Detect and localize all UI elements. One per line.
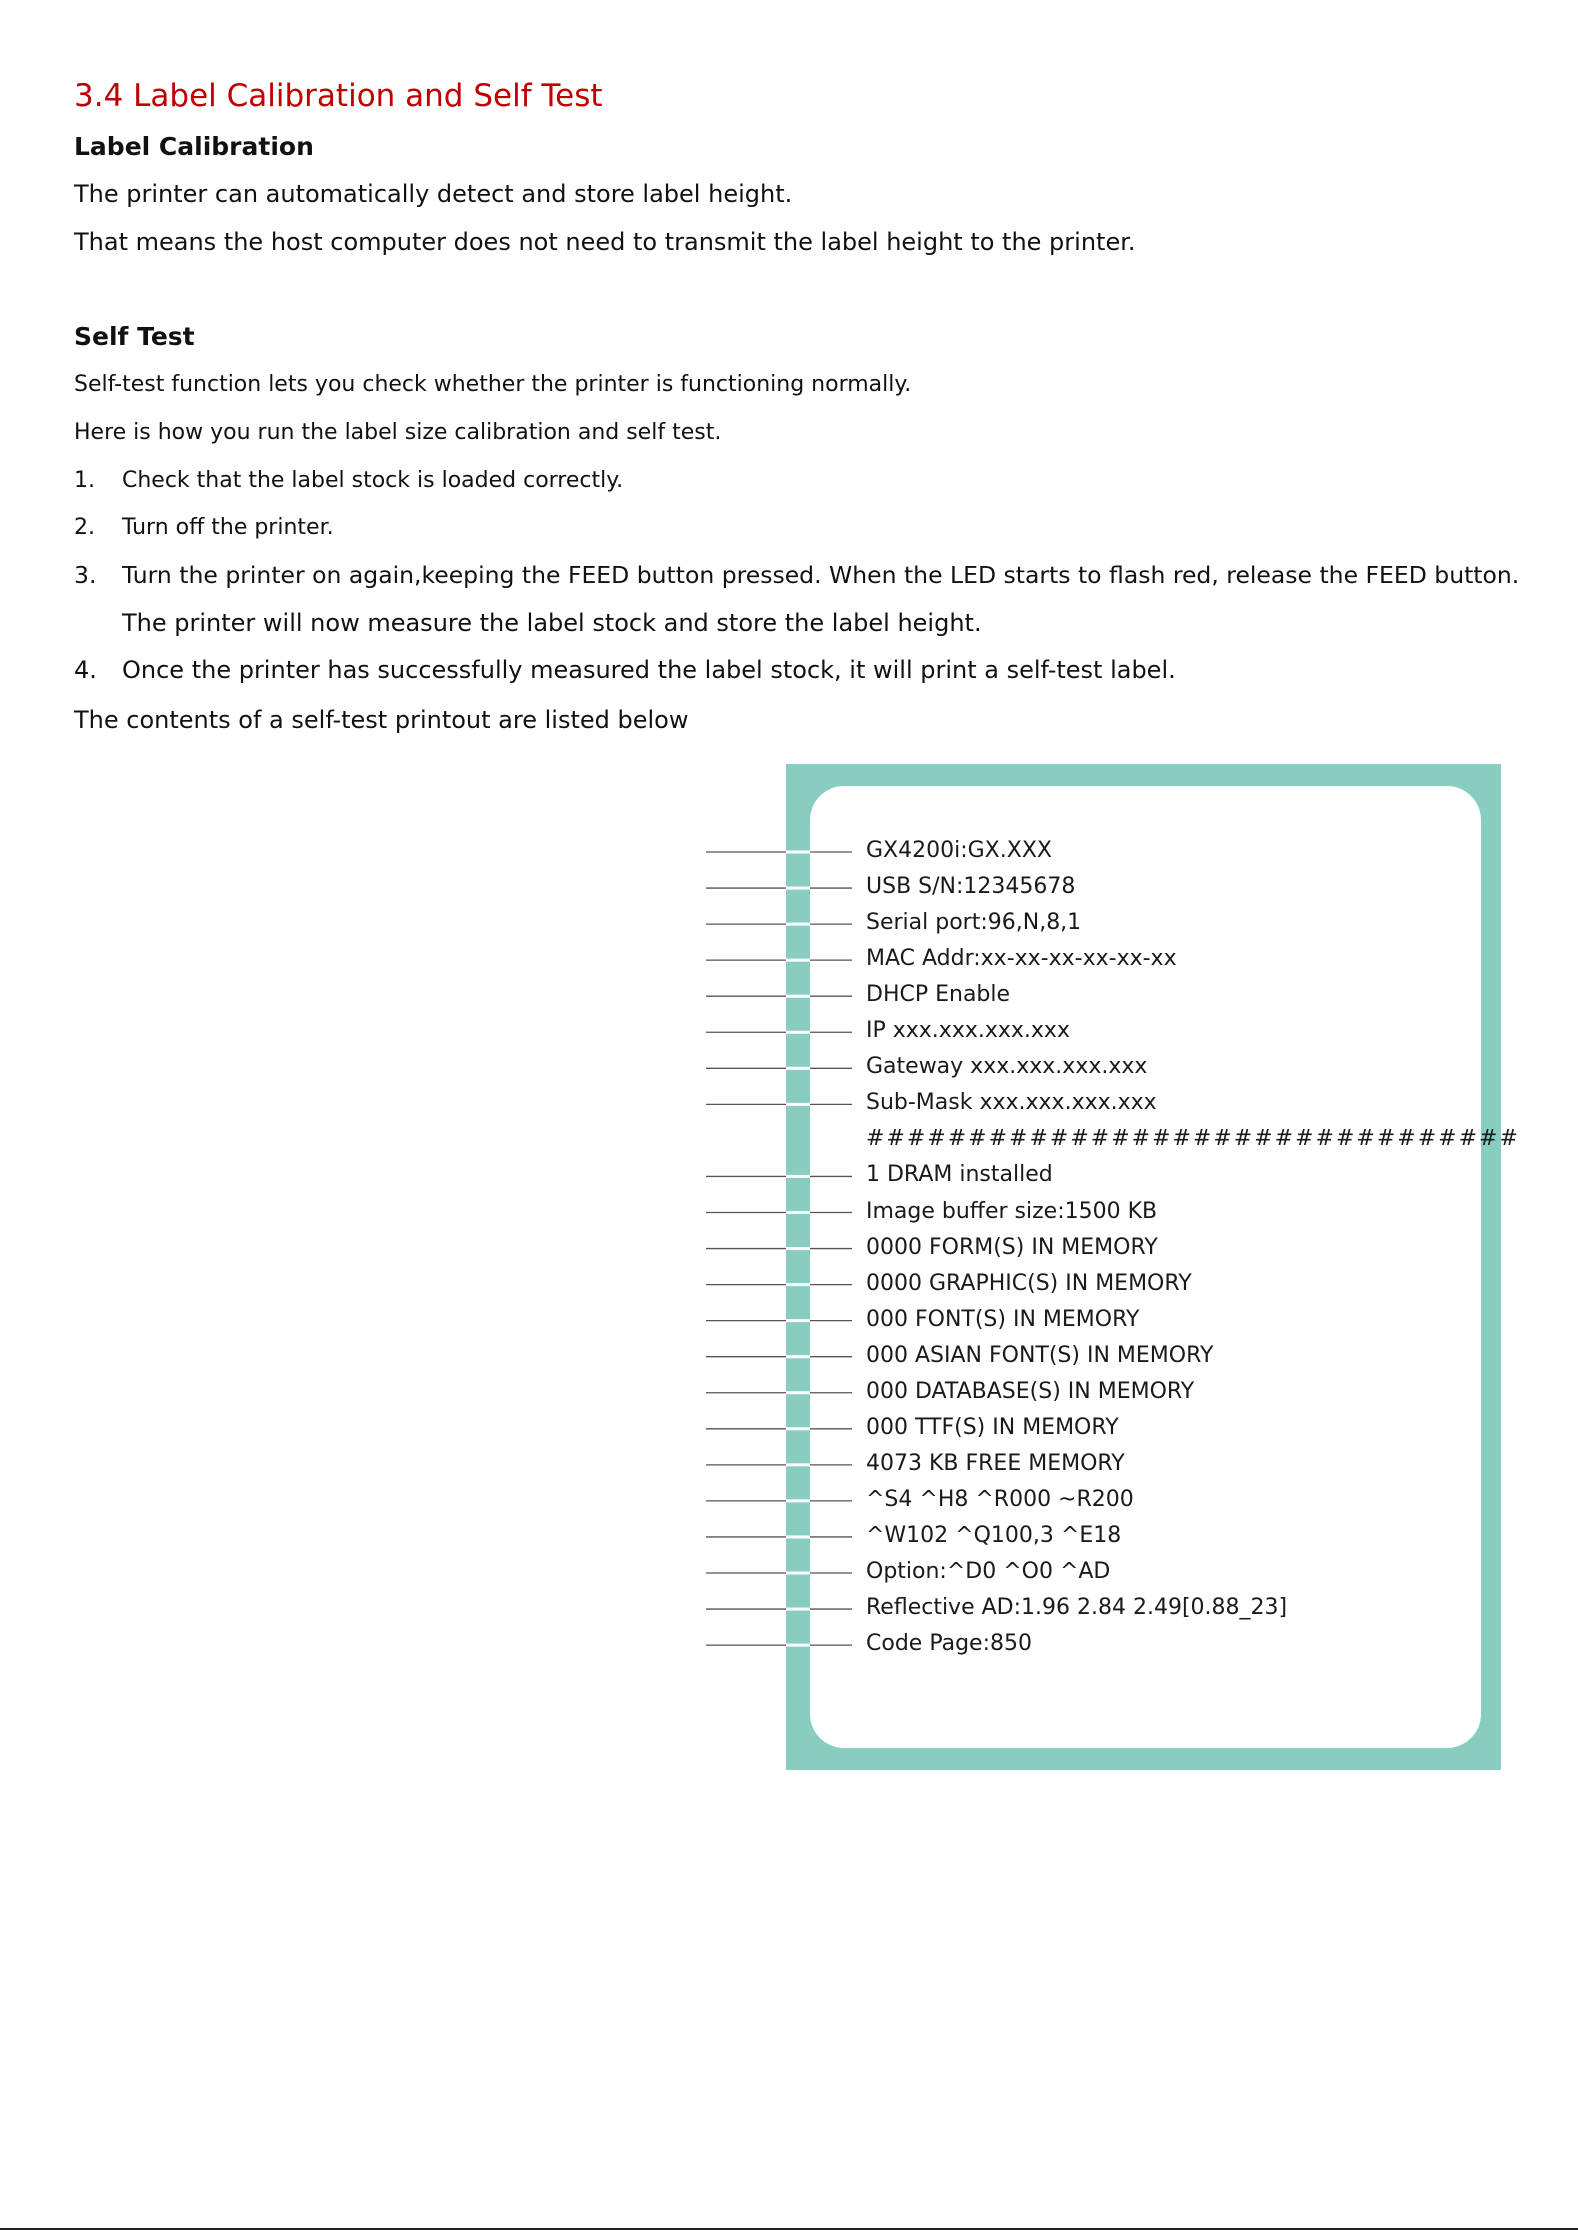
step-number: 4. (74, 656, 97, 684)
label-line: 0000 FORM(S) IN MEMORY (866, 1234, 1158, 1260)
label-line: USB S/N:12345678 (866, 874, 1076, 900)
label-line: 000 TTF(S) IN MEMORY (866, 1414, 1119, 1440)
step-3 (74, 561, 1519, 589)
label-line: Image buffer size:1500 KB (866, 1198, 1158, 1224)
step-1 (74, 468, 623, 493)
label-line: MAC Addr:xx-xx-xx-xx-xx-xx (866, 946, 1177, 972)
label-line: Gateway xxx.xxx.xxx.xxx (866, 1054, 1148, 1080)
label-line: ################################ (866, 1126, 1520, 1152)
step-text: Once the printer has successfully measured the label stock, it will print a self-test label. (122, 656, 1176, 684)
self-test-intro-1: Self-test function lets you check whether the printer is functioning normally. (74, 372, 912, 397)
label-line: Option:^D0 ^O0 ^AD (866, 1559, 1111, 1584)
step-text: Turn off the printer. (122, 515, 334, 540)
label-line: GX4200i:GX.XXX (866, 838, 1052, 863)
label-line: ^S4 ^H8 ^R000 ~R200 (866, 1486, 1134, 1512)
step-text: Turn the printer on again,keeping the FEED button pressed. When the LED starts to flash red, release the FEED button. (122, 561, 1520, 589)
step-number: 2. (74, 515, 95, 540)
label-line: 0000 GRAPHIC(S) IN MEMORY (866, 1270, 1192, 1296)
step-number: 1. (74, 468, 95, 493)
step-text: Check that the label stock is loaded correctly. (122, 468, 624, 493)
label-line: 000 DATABASE(S) IN MEMORY (866, 1378, 1195, 1404)
step-2 (74, 515, 334, 540)
label-calibration-heading: Label Calibration (74, 132, 314, 161)
step-4 (74, 656, 1176, 684)
self-test-intro-2: Here is how you run the label size calibration and self test. (74, 420, 722, 445)
label-line: ^W102 ^Q100,3 ^E18 (866, 1522, 1122, 1548)
label-line: Reflective AD:1.96 2.84 2.49[0.88_23] (866, 1595, 1288, 1621)
step-number: 3. (74, 561, 97, 589)
label-line: 4073 KB FREE MEMORY (866, 1450, 1125, 1476)
label-line: Code Page:850 (866, 1631, 1032, 1657)
label-line: 1 DRAM installed (866, 1162, 1053, 1188)
label-calibration-line-2: That means the host computer does not need to transmit the label height to the printer. (74, 228, 1136, 256)
label-line: Serial port:96,N,8,1 (866, 910, 1082, 936)
self-test-outro: The contents of a self-test printout are listed below (74, 706, 689, 734)
label-calibration-line-1: The printer can automatically detect and store label height. (74, 180, 793, 208)
label-line: 000 FONT(S) IN MEMORY (866, 1306, 1140, 1332)
self-test-heading: Self Test (74, 322, 195, 351)
section-title: 3.4 Label Calibration and Self Test (74, 78, 603, 114)
label-line: Sub-Mask xxx.xxx.xxx.xxx (866, 1090, 1157, 1116)
label-line: DHCP Enable (866, 982, 1011, 1008)
page-bottom-rule (0, 2228, 1578, 2230)
step-3-continuation: The printer will now measure the label stock and store the label height. (122, 609, 982, 637)
label-line: IP xxx.xxx.xxx.xxx (866, 1018, 1070, 1044)
label-line: 000 ASIAN FONT(S) IN MEMORY (866, 1342, 1214, 1368)
